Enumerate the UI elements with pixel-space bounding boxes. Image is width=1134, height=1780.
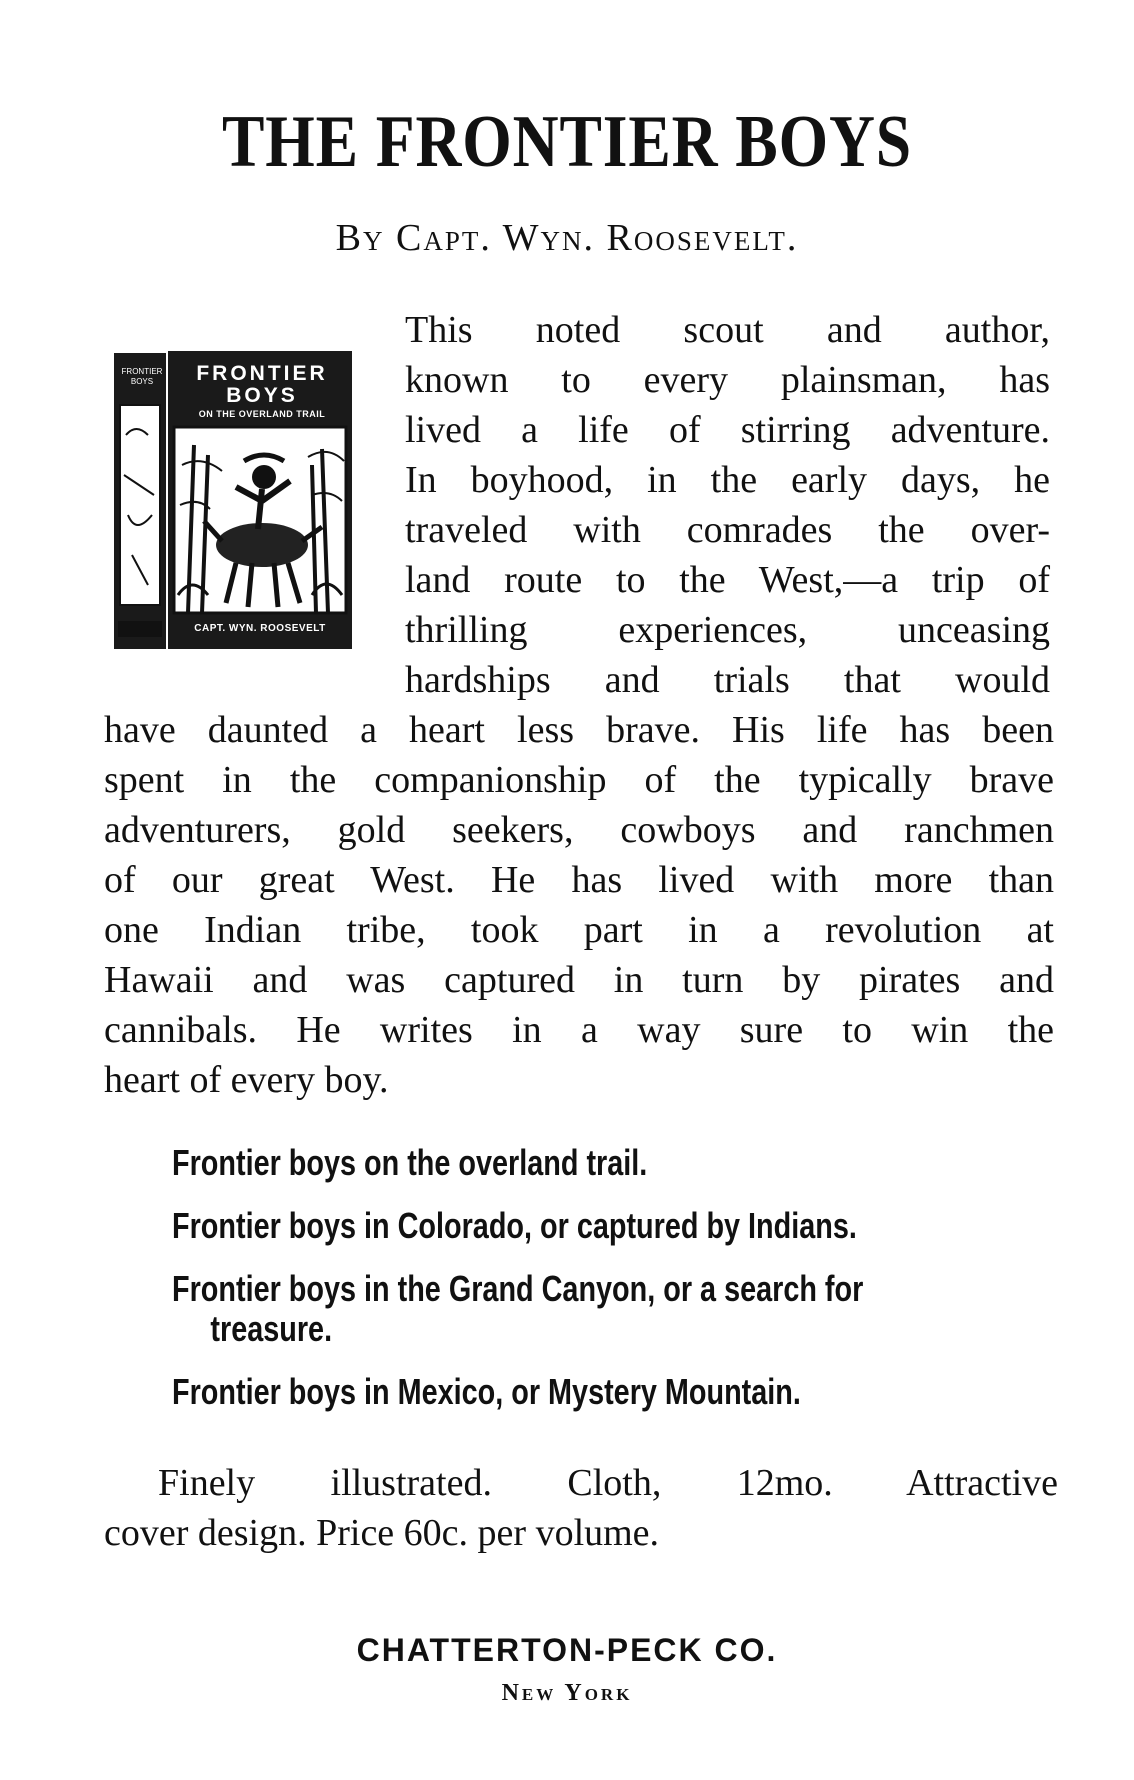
description-line: of our great West. He has lived with more than: [104, 859, 1054, 901]
description-line: heart of every boy.: [104, 1059, 389, 1101]
description-line: known to every plainsman, has: [405, 359, 1050, 401]
page-title: THE FRONTIER BOYS: [221, 101, 913, 183]
description-line: lived a life of stirring adventure.: [405, 409, 1050, 451]
book-title: Frontier boys in Colorado, or captured by Indians.: [172, 1205, 857, 1246]
description-line: land route to the West,—a trip of: [405, 559, 1050, 601]
description-line: hardships and trials that would: [405, 659, 1050, 701]
publisher-city: New York: [501, 1680, 633, 1706]
description-line: In boyhood, in the early days, he: [405, 459, 1050, 501]
book-list: [172, 1143, 1052, 1435]
description-line: one Indian tribe, took part in a revolution at: [104, 909, 1054, 951]
description-line: thrilling experiences, unceasing: [405, 609, 1050, 651]
cover-author: CAPT. WYN. ROOSEVELT: [194, 623, 326, 634]
publisher-name: CHATTERTON-PECK CO.: [356, 1632, 778, 1668]
description-line: cannibals. He writes in a way sure to win the: [104, 1009, 1054, 1051]
cover-title: FRONTIER BOYS: [196, 362, 328, 407]
description-line: Hawaii and was captured in turn by pirates and: [104, 959, 1054, 1001]
description-line: This noted scout and author,: [405, 309, 1050, 351]
book-title: Frontier boys in the Grand Canyon, or a search for treasure.: [172, 1268, 864, 1349]
author-line: By Capt. Wyn. Roosevelt.: [335, 217, 799, 259]
cover-subtitle: ON THE OVERLAND TRAIL: [198, 409, 326, 419]
book-title: Frontier boys in Mexico, or Mystery Mountain.: [172, 1371, 801, 1412]
description-line: adventurers, gold seekers, cowboys and ranchmen: [104, 809, 1054, 851]
description-line: traveled with comrades the over-: [405, 509, 1050, 551]
cover-spine-text: FRONTIER BOYS: [121, 367, 163, 386]
price-line: Finely illustrated. Cloth, 12mo. Attractive: [158, 1462, 1058, 1504]
description-line: spent in the companionship of the typically brave: [104, 759, 1054, 801]
description-line: have daunted a heart less brave. His life has been: [104, 709, 1054, 751]
price-line: cover design. Price 60c. per volume.: [104, 1512, 660, 1554]
book-cover-illustration: [112, 345, 356, 653]
book-title: Frontier boys on the overland trail.: [172, 1142, 648, 1183]
